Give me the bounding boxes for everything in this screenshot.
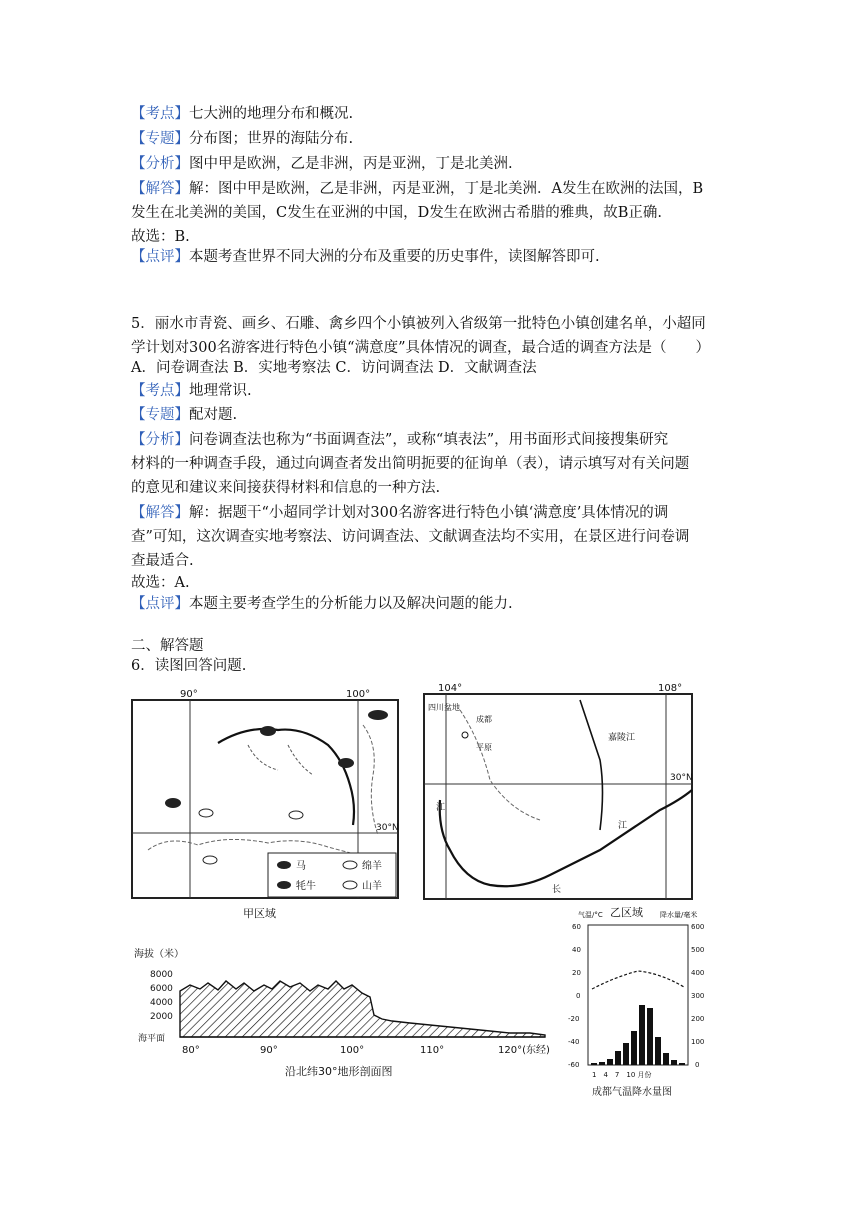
map-jia — [128, 685, 403, 925]
precip-bar-4 — [615, 1051, 621, 1065]
profile-caption: 沿北纬30°地形剖面图 — [285, 1065, 393, 1078]
q5-stem-cont: 学计划对300名游客进行特色小镇“满意度”具体情况的调查，最合适的调查方法是（ ） — [131, 340, 710, 356]
q4-kaodian — [131, 104, 353, 124]
legend-sheep: 绵羊 — [362, 861, 382, 872]
zhuanti-tag: 【专题】 — [131, 407, 189, 423]
q4-jieda-text: 解：图中甲是欧洲，乙是非洲，丙是亚洲，丁是北美洲．A发生在欧洲的法国，B — [189, 181, 704, 197]
label-jiang-1: 江 — [436, 803, 446, 813]
q5-kaodian-text: 地理常识. — [189, 383, 252, 399]
rt-500: 500 — [691, 946, 705, 954]
label-chengdu: 成都 — [476, 715, 492, 724]
precip-bar-10 — [663, 1053, 669, 1065]
yak-icon — [338, 758, 354, 768]
climate-months: 1 4 7 10 月份 — [592, 1071, 652, 1079]
q5-fenxi — [131, 430, 668, 450]
horse-icon — [368, 710, 388, 720]
ytick-4000: 4000 — [150, 998, 173, 1008]
q4-dianping — [131, 247, 600, 267]
map-jia-lon-left: 90° — [180, 689, 198, 700]
q5-jieda-cont2: 查最适合. — [131, 553, 194, 569]
rt-0: 0 — [695, 1061, 700, 1069]
legend-horse: 马 — [296, 861, 306, 872]
q5-fenxi-text: 问卷调查法也称为“书面调查法”，或称“填表法”，用书面形式间接搜集研究 — [189, 432, 669, 448]
precip-bar-11 — [671, 1060, 677, 1065]
q4-zhuanti — [131, 129, 353, 149]
label-jialing: 嘉陵江 — [608, 733, 636, 743]
rt-100: 100 — [691, 1038, 705, 1046]
q4-dianping-text: 本题考查世界不同大洲的分布及重要的历史事件，读图解答即可. — [189, 249, 600, 265]
q5-dianping-text: 本题主要考查学生的分析能力以及解决问题的能力. — [189, 596, 513, 612]
q4-zhuanti-text: 分布图；世界的海陆分布. — [189, 131, 354, 147]
lt-m60: -60 — [568, 1061, 580, 1069]
lt-m40: -40 — [568, 1038, 580, 1046]
ytick-6000: 6000 — [150, 984, 173, 994]
jieda-tag: 【解答】 — [131, 505, 189, 521]
map-jia-lon-right: 100° — [346, 689, 371, 700]
yak-legend-icon — [277, 881, 291, 889]
xtick-100: 100° — [340, 1045, 365, 1056]
precip-bar-9 — [655, 1037, 661, 1065]
q4-jieda — [131, 179, 703, 199]
map-yi — [420, 680, 700, 920]
lt-60: 60 — [572, 923, 581, 931]
q5-jieda-cont: 查”可知，这次调查实地考察法、访问调查法、文献调查法均不实用，在景区进行问卷调 — [131, 529, 690, 545]
q5-jieda — [131, 503, 668, 523]
rt-600: 600 — [691, 923, 705, 931]
yak-icon — [260, 726, 276, 736]
xtick-120: 120°(东经) — [498, 1045, 550, 1056]
q5-fenxi-cont: 材料的一种调查手段，通过向调查者发出简明扼要的征询单（表），请示填写对有关问题 — [131, 456, 690, 472]
label-chang: 长 — [552, 885, 562, 895]
terrain-profile — [130, 945, 550, 1085]
q4-fenxi — [131, 154, 513, 174]
lt-20: 20 — [572, 969, 581, 977]
dianping-tag: 【点评】 — [131, 596, 189, 612]
q5-zhuanti-text: 配对题. — [189, 407, 238, 423]
climate-right-unit: 降水量/毫米 — [660, 911, 698, 919]
xtick-90: 90° — [260, 1045, 278, 1056]
rt-200: 200 — [691, 1015, 705, 1023]
profile-ylabel: 海拔（米） — [134, 949, 184, 960]
q5-kaodian — [131, 381, 252, 401]
ytick-2000: 2000 — [150, 1012, 173, 1022]
climate-left-unit: 气温/°C — [578, 911, 603, 919]
fenxi-tag: 【分析】 — [131, 156, 189, 172]
map-jia-title: 甲区域 — [243, 907, 276, 920]
climate-left-ticks — [568, 923, 581, 1069]
q5-fenxi-cont2: 的意见和建议来间接获得材料和信息的一种方法. — [131, 480, 441, 496]
q5-options: A．问卷调查法 B．实地考察法 C．访问调查法 D．文献调查法 — [131, 360, 537, 376]
climate-frame — [588, 925, 688, 1065]
zhuanti-tag: 【专题】 — [131, 131, 189, 147]
map-yi-frame — [424, 694, 692, 899]
lt-m20: -20 — [568, 1015, 580, 1023]
precip-bar-5 — [623, 1043, 629, 1065]
q6-stem: 6．读图回答问题. — [131, 658, 247, 674]
q5-jieda-text: 解：据题干“小超同学计划对300名游客进行特色小镇‘满意度’具体情况的调 — [189, 505, 669, 521]
rt-400: 400 — [691, 969, 705, 977]
precip-bar-1 — [591, 1063, 597, 1065]
kaodian-tag: 【考点】 — [131, 106, 189, 122]
precip-bar-2 — [599, 1062, 605, 1065]
label-basin: 四川盆地 — [428, 703, 460, 712]
map-yi-lon-left: 104° — [438, 683, 463, 694]
legend-goat: 山羊 — [362, 881, 382, 892]
dianping-tag: 【点评】 — [131, 249, 189, 265]
lt-40: 40 — [572, 946, 581, 954]
ytick-8000: 8000 — [150, 970, 173, 980]
climate-chart — [560, 905, 720, 1100]
q4-jieda-cont: 发生在北美洲的美国，C发生在亚洲的中国，D发生在欧洲古希腊的雅典，故B正确. — [131, 205, 662, 221]
legend-yak: 牦牛 — [296, 881, 316, 892]
xtick-110: 110° — [420, 1045, 445, 1056]
map-yi-lon-right: 108° — [658, 683, 683, 694]
jieda-tag: 【解答】 — [131, 181, 189, 197]
kaodian-tag: 【考点】 — [131, 383, 189, 399]
q4-fenxi-text: 图中甲是欧洲，乙是非洲，丙是亚洲，丁是北美洲. — [189, 156, 513, 172]
precip-bar-12 — [679, 1063, 685, 1065]
profile-terrain — [180, 981, 545, 1037]
label-jiang-2: 江 — [618, 821, 628, 831]
map-jia-lat: 30°N — [376, 823, 399, 833]
section-heading: 二、解答题 — [131, 638, 204, 654]
horse-legend-icon — [277, 861, 291, 869]
xtick-80: 80° — [182, 1045, 200, 1056]
q4-answer: 故选：B. — [131, 229, 190, 245]
q5-stem: 5．丽水市青瓷、画乡、石雕、禽乡四个小镇被列入省级第一批特色小镇创建名单，小超同 — [131, 316, 706, 332]
q5-answer: 故选：A. — [131, 575, 190, 591]
fenxi-tag: 【分析】 — [131, 432, 189, 448]
lt-0: 0 — [576, 992, 581, 1000]
map-yi-title: 乙区域 — [610, 906, 643, 919]
ytick-sealevel: 海平面 — [138, 1034, 166, 1044]
map-yi-lat: 30°N — [670, 773, 693, 783]
rt-300: 300 — [691, 992, 705, 1000]
climate-caption: 成都气温降水量图 — [592, 1087, 672, 1098]
precip-bar-3 — [607, 1059, 613, 1065]
q5-dianping — [131, 594, 513, 614]
q4-kaodian-text: 七大洲的地理分布和概况. — [189, 106, 354, 122]
climate-right-ticks — [691, 923, 704, 1069]
precip-bar-8 — [647, 1008, 653, 1065]
label-plain: 平原 — [476, 743, 492, 752]
yak-icon — [165, 798, 181, 808]
precip-bar-7 — [639, 1005, 645, 1065]
precip-bar-6 — [631, 1031, 637, 1065]
q5-zhuanti — [131, 405, 237, 425]
